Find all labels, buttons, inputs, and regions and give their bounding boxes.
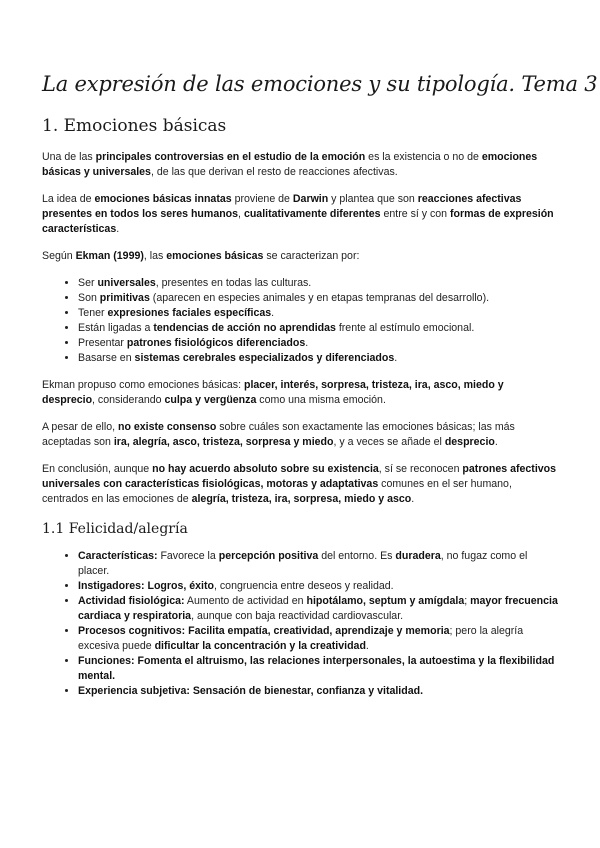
list-item	[78, 684, 558, 699]
bold-text: alegría, tristeza, ira, sorpresa, miedo y asco	[191, 493, 412, 505]
text-run: se caracterizan por:	[263, 250, 360, 262]
text-run: es la existencia o no de	[365, 151, 482, 163]
bold-text: Ekman (1999)	[75, 250, 144, 262]
bold-text: universales	[97, 277, 156, 289]
list-felicidad	[42, 549, 558, 699]
text-run: .	[411, 493, 415, 505]
bold-text: sistemas cerebrales especializados y diferenciados	[134, 352, 395, 364]
text-run: .	[305, 337, 309, 349]
text-run: , presentes en todas las culturas.	[155, 277, 312, 289]
text-run: , las	[143, 250, 167, 262]
text-run: .	[365, 640, 369, 652]
bold-text: Funciones:	[78, 655, 135, 667]
bold-text: duradera	[395, 550, 441, 562]
paragraph-conclusion	[42, 462, 558, 507]
text-run: , de las que derivan el resto de reacciones afectivas.	[150, 166, 398, 178]
bold-text: desprecio	[444, 436, 495, 448]
text-run: .	[394, 352, 398, 364]
list-item	[78, 594, 558, 624]
list-item	[78, 654, 558, 684]
text-run: y plantea que son	[328, 193, 418, 205]
bold-text: emociones básicas y universales	[42, 151, 538, 178]
text-run: Están ligadas a	[78, 322, 154, 334]
paragraph-controversias	[42, 150, 558, 180]
list-item	[78, 351, 558, 366]
bold-text: dificultar la concentración y la creatividad	[154, 640, 366, 652]
text-run: (aparecen en especies animales y en etapas tempranas del desarrollo).	[149, 292, 490, 304]
bold-text: emociones básicas	[166, 250, 264, 262]
bold-text: Instigadores:	[78, 580, 145, 592]
list-item	[78, 276, 558, 291]
text-run: , considerando	[92, 394, 165, 406]
list-item	[78, 579, 558, 594]
text-run: , y a veces se añade el	[333, 436, 445, 448]
bold-text: Facilita empatía, creatividad, aprendizaje y memoria	[188, 625, 450, 637]
page-title: La expresión de las emociones y su tipología. Tema 3	[42, 72, 598, 96]
text-run: Según	[42, 250, 76, 262]
text-run: Tener	[78, 307, 108, 319]
bold-text: primitivas	[99, 292, 150, 304]
text-run: Presentar	[78, 337, 127, 349]
text-run: La idea de	[42, 193, 95, 205]
bold-text: Darwin	[292, 193, 329, 205]
text-run: , sí se reconocen	[378, 463, 463, 475]
bold-text: Características:	[78, 550, 158, 562]
text-run: como una misma emoción.	[256, 394, 386, 406]
text-run: .	[494, 436, 498, 448]
bold-text: Logros, éxito	[147, 580, 214, 592]
text-run: A pesar de ello,	[42, 421, 118, 433]
bold-text: percepción positiva	[218, 550, 319, 562]
paragraph-ekman-emociones	[42, 378, 558, 408]
text-run: comunes en el ser humano, centrados en las emociones de	[42, 478, 512, 505]
text-run: entre sí y con	[380, 208, 451, 220]
text-run: Una de las	[42, 151, 96, 163]
bold-text: culpa y vergüenza	[164, 394, 257, 406]
list-item	[78, 336, 558, 351]
bold-text: patrones fisiológicos diferenciados	[126, 337, 306, 349]
bold-text: cualitativamente diferentes	[243, 208, 381, 220]
text-run: frente al estímulo emocional.	[335, 322, 475, 334]
text-run: ;	[464, 595, 471, 607]
text-run: Basarse en	[78, 352, 135, 364]
bold-text: reacciones afectivas presentes en todos los seres humanos	[42, 193, 522, 220]
text-run: ; pero la alegría excesiva puede	[78, 625, 524, 652]
text-run: Aumento de actividad en	[184, 595, 307, 607]
bold-text: formas de expresión características	[42, 208, 554, 235]
list-item	[78, 291, 558, 306]
text-run: , aunque con baja reactividad cardiovascular.	[191, 610, 404, 622]
bold-text: no existe consenso	[117, 421, 217, 433]
paragraph-darwin	[42, 192, 558, 237]
text-run: proviene de	[231, 193, 293, 205]
bold-text: tendencias de acción no aprendidas	[153, 322, 336, 334]
section-heading-emociones-basicas: 1. Emociones básicas	[42, 116, 227, 136]
paragraph-ekman-intro	[42, 249, 558, 264]
bold-text: Sensación de bienestar, confianza y vitalidad.	[192, 685, 424, 697]
bold-text: principales controversias en el estudio de la emoción	[95, 151, 366, 163]
text-run: , no fugaz como el placer.	[78, 550, 528, 577]
bold-text: ira, alegría, asco, tristeza, sorpresa y miedo	[113, 436, 334, 448]
text-run: ,	[238, 208, 244, 220]
subsection-heading-felicidad: 1.1 Felicidad/alegría	[42, 521, 188, 537]
paragraph-consenso	[42, 420, 558, 450]
text-run: Ser	[78, 277, 98, 289]
text-run: Son	[78, 292, 100, 304]
text-run: del entorno. Es	[318, 550, 396, 562]
list-caracteristicas-ekman	[42, 276, 558, 366]
bold-text: no hay acuerdo absoluto sobre su existencia	[152, 463, 379, 475]
bold-text: placer, interés, sorpresa, tristeza, ira, asco, miedo y desprecio	[42, 379, 504, 406]
text-run: En conclusión, aunque	[42, 463, 153, 475]
bold-text: Actividad fisiológica:	[78, 595, 185, 607]
list-item	[78, 306, 558, 321]
text-run: .	[271, 307, 275, 319]
list-item	[78, 321, 558, 336]
list-item	[78, 624, 558, 654]
bold-text: emociones básicas innatas	[94, 193, 232, 205]
bold-text: Procesos cognitivos:	[78, 625, 186, 637]
bold-text: patrones afectivos universales con características fisiológicas, motoras y adaptativas	[42, 463, 557, 490]
bold-text: hipotálamo, septum y amígdala	[306, 595, 465, 607]
bold-text: Fomenta el altruismo, las relaciones interpersonales, la autoestima y la flexibilidad mental.	[78, 655, 555, 682]
text-run: Favorece la	[157, 550, 219, 562]
text-run: .	[116, 223, 120, 235]
bold-text: mayor frecuencia cardiaca y respiratoria	[78, 595, 558, 622]
text-run: Ekman propuso como emociones básicas:	[42, 379, 244, 391]
bold-text: Experiencia subjetiva:	[78, 685, 190, 697]
list-item	[78, 549, 558, 579]
text-run: sobre cuáles son exactamente las emociones básicas; las más aceptadas son	[42, 421, 515, 448]
text-run: , congruencia entre deseos y realidad.	[214, 580, 394, 592]
bold-text: expresiones faciales específicas	[107, 307, 272, 319]
